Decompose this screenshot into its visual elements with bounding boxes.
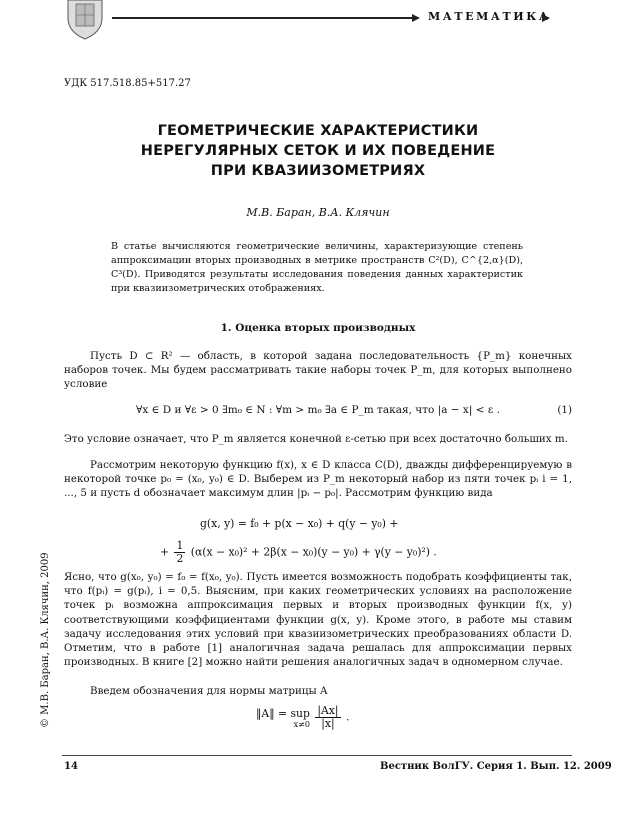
fraction — [315, 705, 340, 730]
equation-1: ∀x ∈ D и ∀ε > 0 ∃m₀ ∈ N : ∀m > m₀ ∃a ∈ P_m такая, что |a − x| < ε . — [136, 404, 500, 416]
equation-period: . — [345, 710, 350, 724]
paragraph-text: Рассмотрим некоторую функцию f(x), x ∈ D класса C(D), дважды дифференцируемую в некоторой точке p₀ = (x₀, y₀) ∈ D. Выберем из P_m некоторый набор из пяти точек pᵢ i = 1, ..., 5 и пусть d обозначает максимум длин |pᵢ − p₀|. Рассмотрим функцию вида — [64, 459, 572, 500]
section-heading: 1. Оценка вторых производных — [220, 322, 416, 334]
plus-sign: + — [160, 545, 170, 559]
journal-citation: Вестник ВолГУ. Серия 1. Вып. 12. 2009 — [380, 761, 612, 772]
abstract: В статье вычисляются геометрические величины, характеризующие степень аппроксимации вторых производных в метрике пространств C²(D), C^{2,α}(D), C³(D). Приводятся результаты исследования поведения данных характеристик при квазиизометрических отображениях. — [111, 241, 523, 294]
equation-number: (1) — [557, 404, 572, 416]
paragraph — [64, 349, 572, 392]
equation-2-line-1: g(x, y) = f₀ + p(x − x₀) + q(y − y₀) + — [200, 517, 399, 530]
title-line: ПРИ КВАЗИИЗОМЕТРИЯХ — [210, 163, 426, 179]
sup-subscript: x≠0 — [293, 719, 310, 729]
equation-2-rest: (α(x − x₀)² + 2β(x − x₀)(y − y₀) + γ(y − y₀)²) . — [190, 545, 437, 559]
header-rule — [112, 17, 412, 19]
fraction — [174, 540, 185, 565]
paragraph: Это условие означает, что P_m является конечной ε-сетью при всех достаточно больших m. — [64, 433, 568, 445]
paragraph: Ясно, что g(x₀, y₀) = f₀ = f(x₀, y₀). Пусть имеется возможность подобрать коэффициенты так, что f(pᵢ) = g(pᵢ), i = 0,5. Выясним, при каких геометрических условиях на расположение точек pᵢ возможна аппроксимация первых и вторых производных функции f(x, y) соответствующими коэффициентами функции g(x, y). Кроме этого, в работе мы ставим задачу исследования этих условий при квазиизометрических преобразованиях области D. Отметим, что в работе [1] аналогичная задача решалась для аппроксимации первых производных. В книге [2] можно найти решения аналогичных задач в одномерном случае. — [64, 571, 572, 669]
title-line: НЕРЕГУЛЯРНЫХ СЕТОК И ИХ ПОВЕДЕНИЕ — [140, 143, 496, 159]
page-number: 14 — [64, 761, 78, 772]
copyright-notice: © М.В. Баран, В.А. Клячин, 2009 — [40, 552, 51, 728]
header-arrow-right — [542, 14, 550, 22]
footer-rule — [62, 755, 572, 756]
paper-title — [64, 121, 572, 181]
fraction-denominator: |x| — [321, 717, 335, 730]
sup-operator — [256, 707, 310, 729]
paragraph — [64, 684, 572, 698]
equation-norm — [256, 705, 349, 730]
udc-code: УДК 517.518.85+517.27 — [64, 78, 191, 89]
fraction-denominator: 2 — [176, 552, 184, 565]
sup-label: ‖A‖ = sup — [256, 706, 310, 720]
paragraph-text: Пусть D ⊂ R² — область, в которой задана последовательность {P_m} конечных наборов точек. Мы будем рассматривать такие наборы точек P_m, для которых выполнено условие — [64, 350, 572, 391]
title-line: ГЕОМЕТРИЧЕСКИЕ ХАРАКТЕРИСТИКИ — [157, 123, 479, 139]
equation-2-line-2 — [160, 540, 437, 565]
fraction-numerator: 1 — [176, 539, 184, 552]
section-tag: МАТЕМАТИКА — [428, 10, 551, 23]
authors: М.В. Баран, В.А. Клячин — [246, 206, 390, 219]
paragraph — [64, 458, 572, 501]
university-crest-icon — [62, 0, 108, 40]
header-arrow-left — [412, 14, 420, 22]
paragraph-text: Введем обозначения для нормы матрицы A — [90, 685, 328, 697]
fraction-numerator: |Ax| — [317, 704, 339, 717]
